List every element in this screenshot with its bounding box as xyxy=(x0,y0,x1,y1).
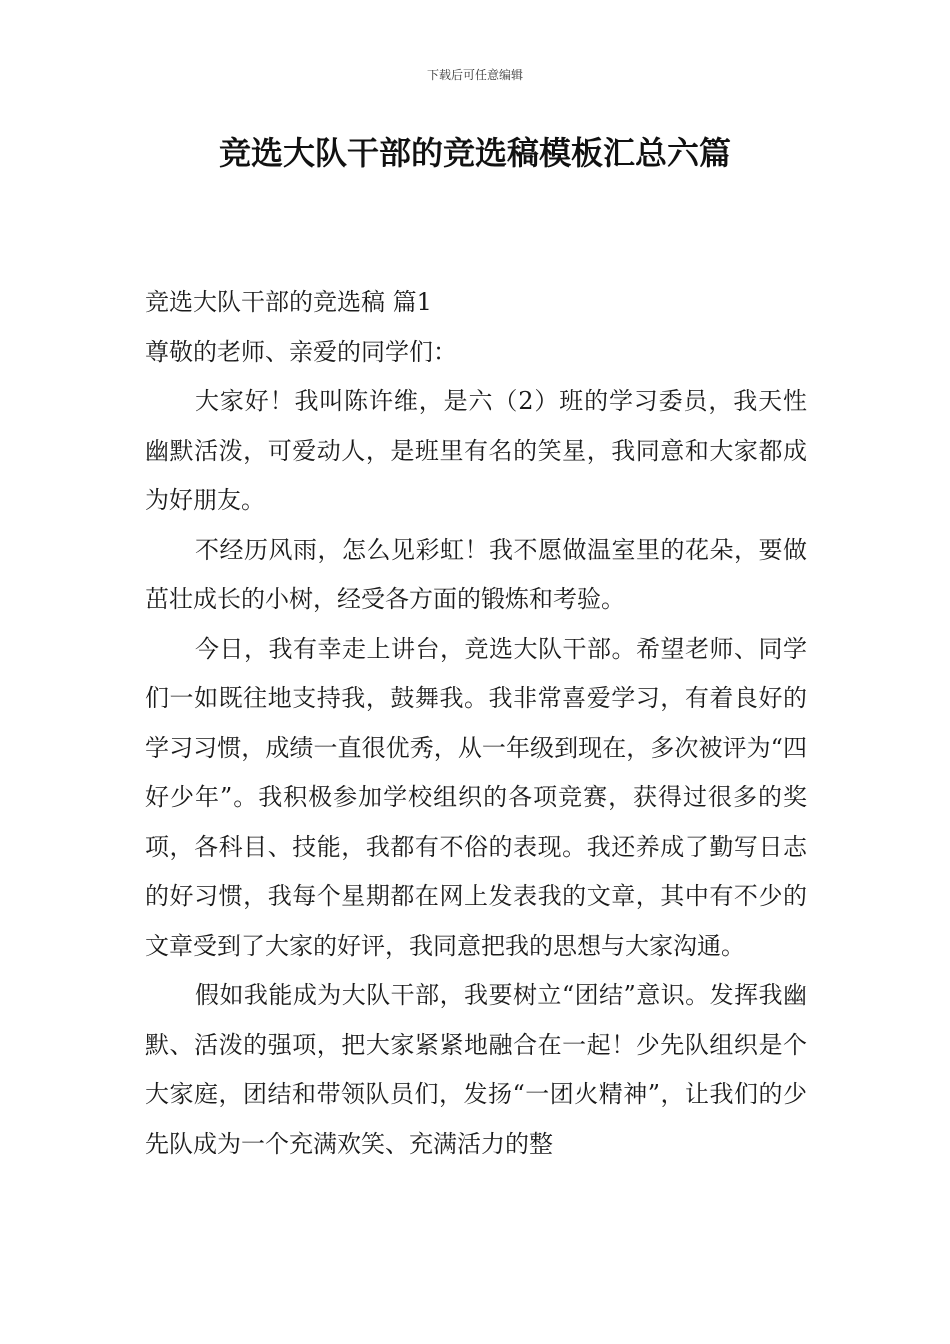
salutation: 尊敬的老师、亲爱的同学们： xyxy=(145,337,457,366)
header-note: 下载后可任意编辑 xyxy=(426,68,523,82)
paragraph: 假如我能成为大队干部，我要树立“团结”意识。发挥我幽默、活泼的强项，把大家紧紧地融合在一起！少先队组织是个大家庭，团结和带领队员们，发扬“一团火精神”，让我们的少先队成为一个充满欢笑、充满活力的整 xyxy=(145,981,807,1158)
paragraph: 不经历风雨，怎么见彩虹！我不愿做温室里的花朵，要做茁壮成长的小树，经受各方面的锻炼和考验。 xyxy=(145,535,807,613)
document-title: 竞选大队干部的竞选稿模板汇总六篇 xyxy=(218,134,731,172)
paragraph: 今日，我有幸走上讲台，竞选大队干部。希望老师、同学们一如既往地支持我，鼓舞我。我非常喜爱学习，有着良好的学习习惯，成绩一直很优秀，从一年级到现在，多次被评为“四好少年”。我积极参加学校组织的各项竞赛，获得过很多的奖项，各科目、技能，我都有不俗的表现。我还养成了勤写日志的好习惯，我每个星期都在网上发表我的文章，其中有不少的文章受到了大家的好评，我同意把我的思想与大家沟通。 xyxy=(145,634,807,960)
paragraph: 大家好！我叫陈许维，是六（2）班的学习委员，我天性幽默活泼，可爱动人，是班里有名的笑星，我同意和大家都成为好朋友。 xyxy=(145,387,807,514)
document-body xyxy=(145,278,807,1169)
section-heading: 竞选大队干部的竞选稿 篇1 xyxy=(145,288,432,316)
